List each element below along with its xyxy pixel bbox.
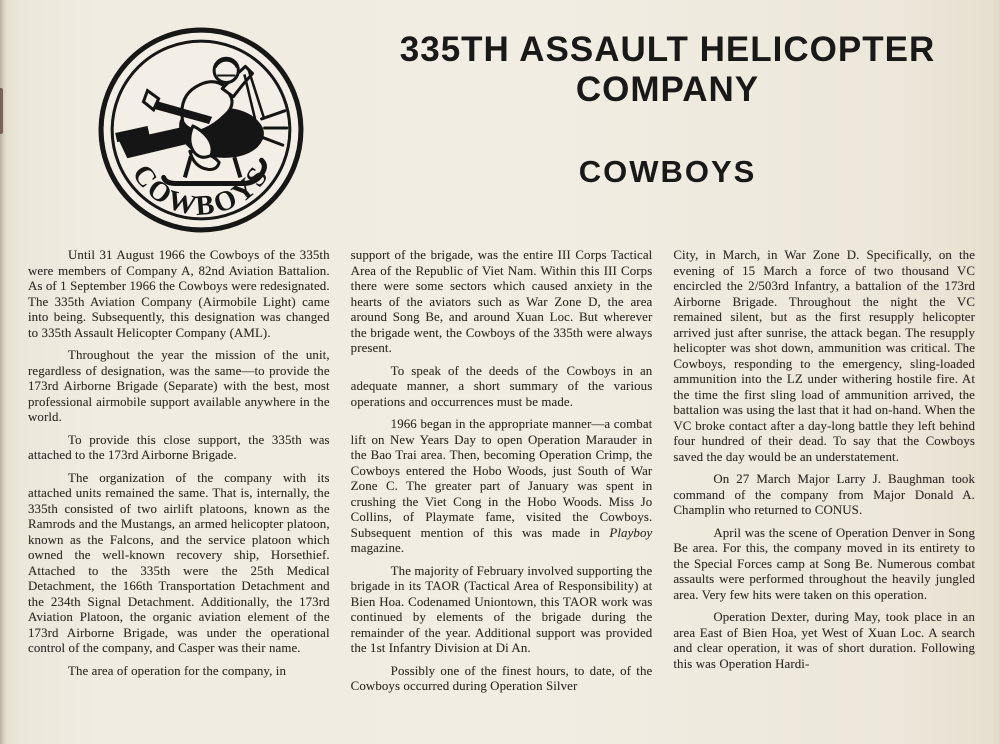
paragraph: April was the scene of Operation Denver in Song Be area. For this, the company moved in its entirety to the Special Forces camp at Song Be. Numerous combat assaults were performed throughout the heavily jungled area. Very few hits were taken on this operation.: [673, 525, 976, 602]
paragraph: Throughout the year the mission of the unit, regardless of designation, was the same—to provide the 173rd Airborne Brigade (Separate) with the best, most professional airmobile support available anywhere in the world.: [28, 348, 330, 424]
page-title-line2: COMPANY: [575, 69, 760, 109]
paragraph: Until 31 August 1966 the Cowboys of the 335th were members of Company A, 82nd Aviation Battalion. As of 1 September 1966 the Cowboys were redesignated. The 335th Aviation Company (Airmobile Light) came into being. Subsequently, this designation was changed to 335th Assault Helicopter Company (AML).: [28, 248, 330, 340]
page-subtitle: COWBOYS: [578, 153, 757, 189]
paragraph: To provide this close support, the 335th was attached to the 173rd Airborne Brigade.: [28, 432, 330, 462]
text-column-3: [673, 248, 975, 702]
article-body: [28, 248, 975, 702]
paragraph: To speak of the deeds of the Cowboys in an adequate manner, a short summary of the various operations and occurrences must be made.: [350, 363, 653, 409]
paragraph: The area of operation for the company, in: [68, 663, 287, 678]
paragraph: The organization of the company with its attached units remained the same. That is, internally, the 335th consisted of two airlift platoons, known as the Ramrods and the Mustangs, an armed helicopter platoon, known as the Falcons, and the service platoon which owned the well-known recovery ship, Horsethief. Attached to the 335th were the 25th Medical Detachment, the 166th Transportation Detachment and the 234th Signal Detachment. Additionally, the 173rd Aviation Platoon, the organic aviation element of the 173rd Airborne Brigade, was under the operational control of the company, and Casper was their name.: [28, 470, 330, 655]
page-title-line1: 335TH ASSAULT HELICOPTER: [399, 30, 936, 69]
logo-arc-label: COWBOYS: [125, 159, 277, 223]
scan-edge-mark: [0, 88, 3, 134]
paragraph: support of the brigade, was the entire III Corps Tactical Area of the Republic of Viet Nam. Within this III Corps there were some sectors which caused anxiety in the hearts of the aviators such as War Zone D, the area around Song Be, and around Xuan Loc. But wherever the brigade went, the Cowboys of the 335th were always present.: [350, 248, 653, 355]
page-header: [345, 30, 990, 190]
paragraph: On 27 March Major Larry J. Baughman took command of the company from Major Donald A. Champlin who returned to CONUS.: [673, 472, 976, 517]
paragraph: 1966 began in the appropriate manner—a combat lift on New Years Day to open Operation Marauder in the Bao Trai area. Then, becoming Operation Crimp, the Cowboys entered the Hobo Woods, just South of War Zone C. The greater part of January was spent in crushing the Viet Cong in the Hobo Woods. Miss Jo Collins, of Playmate fame, visited the Cowboys. Subsequent mention of this was made in Playboy magazine.: [350, 417, 653, 555]
page-title: [345, 30, 990, 110]
text-column-2: [351, 248, 653, 702]
paragraph: The majority of February involved supporting the brigade in its TAOR (Tactical Area of Responsibility) at Bien Hoa. Codenamed Uniontown, this TAOR work was continued by elements of the brigade during the remainder of the year. Additional support was provided the 1st Infantry Division at Di An.: [350, 563, 653, 655]
paragraph: Possibly one of the finest hours, to date, of the Cowboys occurred during Operation Silver: [350, 663, 653, 693]
text-column-1: [28, 248, 330, 702]
paragraph: City, in March, in War Zone D. Specifically, on the evening of 15 March a force of two thousand VC encircled the 2/503rd Infantry, a battalion of the 173rd Airborne Brigade. Throughout the night the VC remained silent, but as the first resupply helicopter arrived just after sunrise, the attack began. The resupply helicopter was shot down, ammunition was critical. The Cowboys, responding to the emergency, sling-loaded ammunition into the LZ under withering hostile fire. At the time the first sling load of ammunition arrived, the battalion was using the last that it had on-hand. When the VC broke contact after a day-long battle they left behind four hundred of their dead. To say that the Cowboys saved the day would be an understatement.: [673, 248, 976, 464]
paragraph: Operation Dexter, during May, took place in an area East of Bien Hoa, yet West of Xuan Loc. A search and clear operation, it was of short duration. Following this was Operation Hardi-: [673, 610, 976, 671]
cowboys-unit-emblem-icon: [95, 24, 307, 236]
